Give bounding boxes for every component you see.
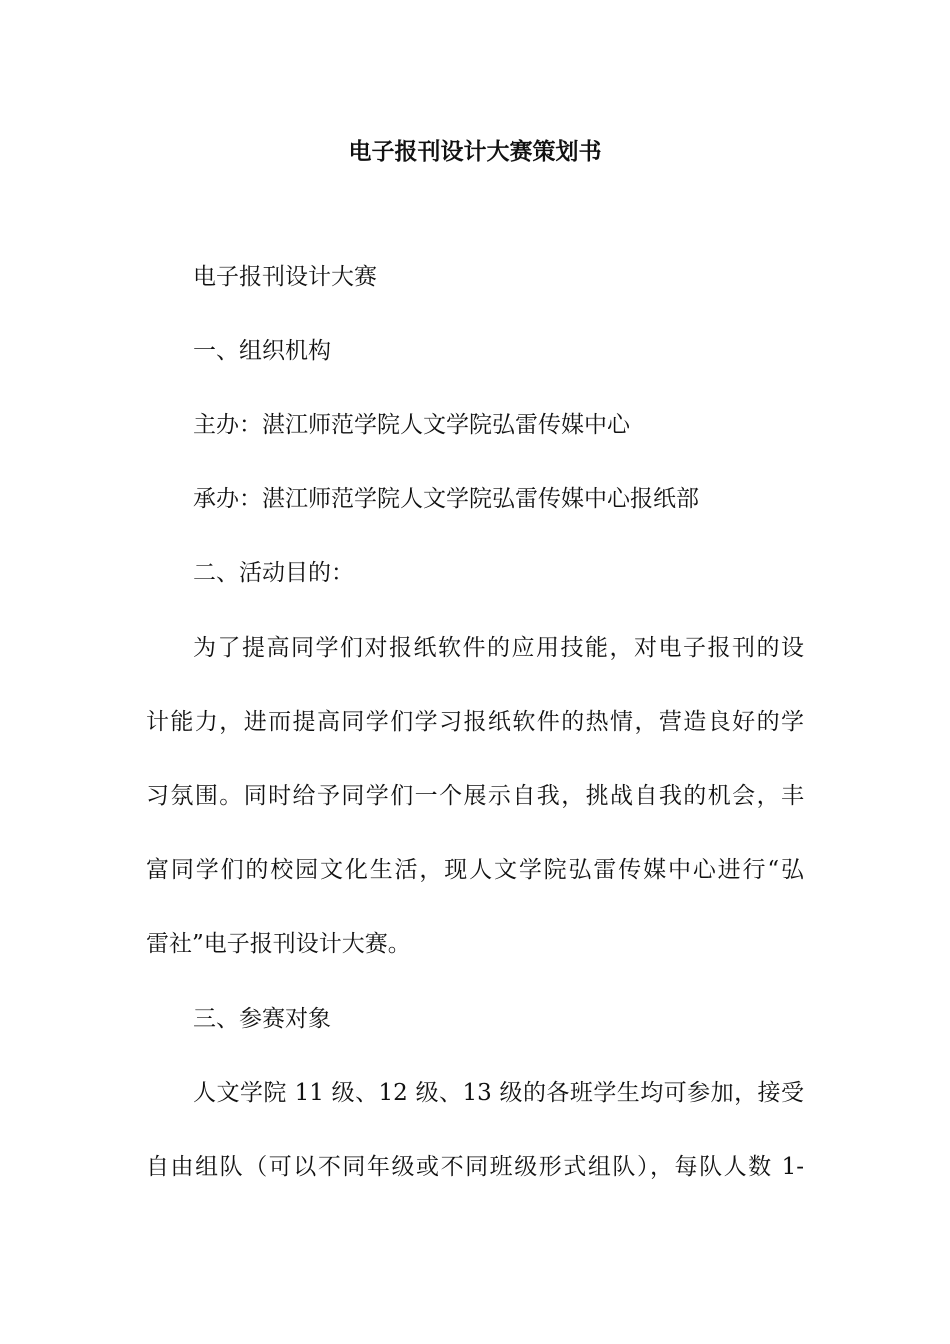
document-title: 电子报刊设计大赛策划书 bbox=[348, 138, 602, 165]
section-heading-organization: 一、组织机构 bbox=[193, 338, 331, 364]
purpose-paragraph-line: 雷社”电子报刊设计大赛。 bbox=[146, 931, 411, 957]
purpose-paragraph-line: 习氛围。同时给予同学们一个展示自我，挑战自我的机会，丰 bbox=[146, 783, 804, 809]
organizer-line: 承办：湛江师范学院人文学院弘雷传媒中心报纸部 bbox=[193, 486, 699, 512]
participants-paragraph-line: 人文学院 11 级、12 级、13 级的各班学生均可参加，接受 bbox=[193, 1080, 804, 1106]
host-line: 主办：湛江师范学院人文学院弘雷传媒中心 bbox=[193, 412, 630, 438]
section-heading-purpose: 二、活动目的： bbox=[193, 560, 354, 586]
purpose-paragraph-line: 富同学们的校园文化生活，现人文学院弘雷传媒中心进行“弘 bbox=[146, 857, 804, 883]
purpose-paragraph-line: 为了提高同学们对报纸软件的应用技能，对电子报刊的设 bbox=[193, 635, 804, 661]
contest-name-line: 电子报刊设计大赛 bbox=[193, 264, 377, 290]
section-heading-participants: 三、参赛对象 bbox=[193, 1006, 331, 1032]
participants-paragraph-line: 自由组队（可以不同年级或不同班级形式组队），每队人数 1- bbox=[146, 1154, 804, 1180]
purpose-paragraph-line: 计能力，进而提高同学们学习报纸软件的热情，营造良好的学 bbox=[146, 709, 804, 735]
